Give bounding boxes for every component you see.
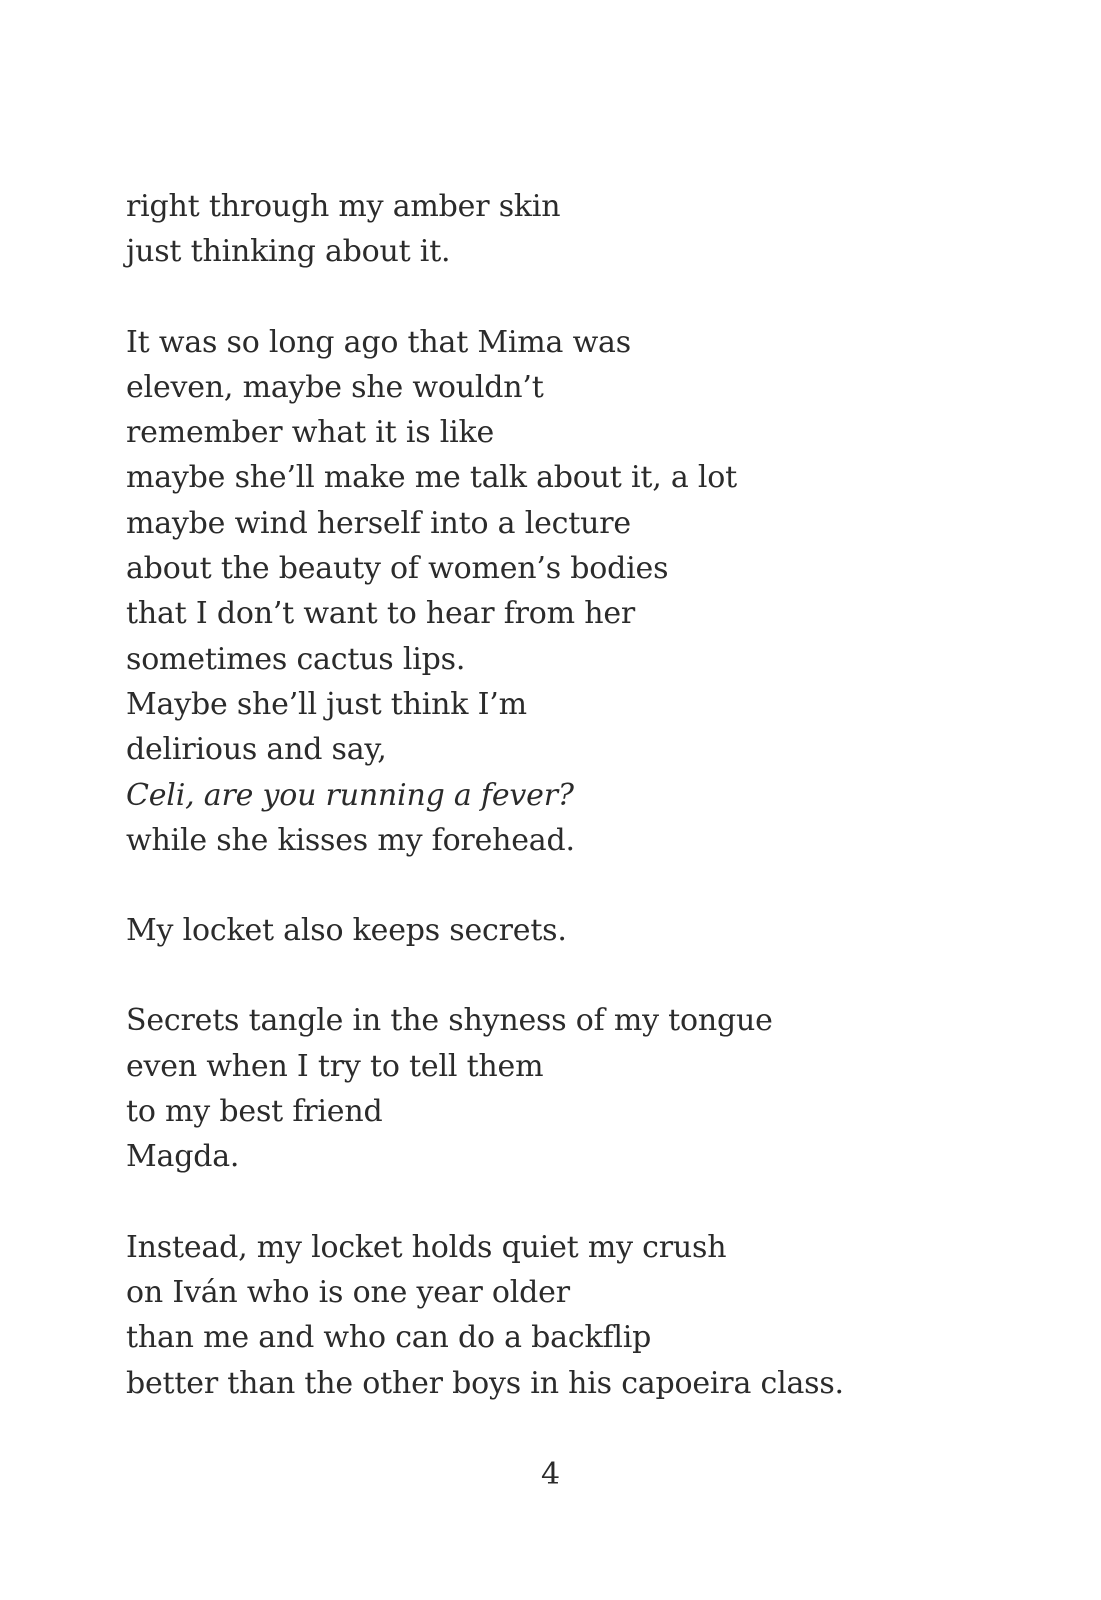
poem-line: while she kisses my forehead.: [126, 822, 575, 858]
poem-line: just thinking about it.: [126, 234, 451, 270]
poem-line: Maybe she’ll just think I’m: [126, 686, 527, 722]
poem-line: Magda.: [126, 1139, 240, 1175]
poem-body: [126, 184, 1026, 1451]
stanza: [126, 998, 1026, 1179]
poem-line: maybe wind herself into a lecture: [126, 505, 631, 541]
poem-line: right through my amber skin: [126, 189, 561, 224]
poem-line: that I don’t want to hear from her: [126, 596, 636, 632]
poem-line: maybe she’ll make me talk about it, a lot: [126, 460, 738, 496]
poem-line: on Iván who is one year older: [126, 1274, 570, 1310]
stanza: [126, 1225, 1026, 1406]
stanza: [126, 184, 1026, 275]
poem-line: Celi, are you running a fever?: [126, 777, 574, 813]
poem-line: delirious and say,: [126, 732, 387, 768]
stanza: [126, 320, 1026, 864]
poem-line: remember what it is like: [126, 415, 495, 451]
poem-line: to my best friend: [126, 1094, 383, 1130]
poem-line: Instead, my locket holds quiet my crush: [126, 1229, 727, 1265]
poem-line: eleven, maybe she wouldn’t: [126, 369, 544, 405]
stanza: [126, 908, 1026, 953]
poem-line: than me and who can do a backflip: [126, 1320, 652, 1356]
poem-line: It was so long ago that Mima was: [126, 324, 631, 360]
poem-line: sometimes cactus lips.: [126, 641, 466, 677]
poem-line: Secrets tangle in the shyness of my tongue: [126, 1003, 773, 1039]
page-number: 4: [540, 1457, 561, 1492]
poem-line: My locket also keeps secrets.: [126, 913, 567, 949]
poem-line: about the beauty of women’s bodies: [126, 551, 669, 587]
poem-line: better than the other boys in his capoeira class.: [126, 1365, 844, 1401]
poem-line: even when I try to tell them: [126, 1048, 544, 1084]
